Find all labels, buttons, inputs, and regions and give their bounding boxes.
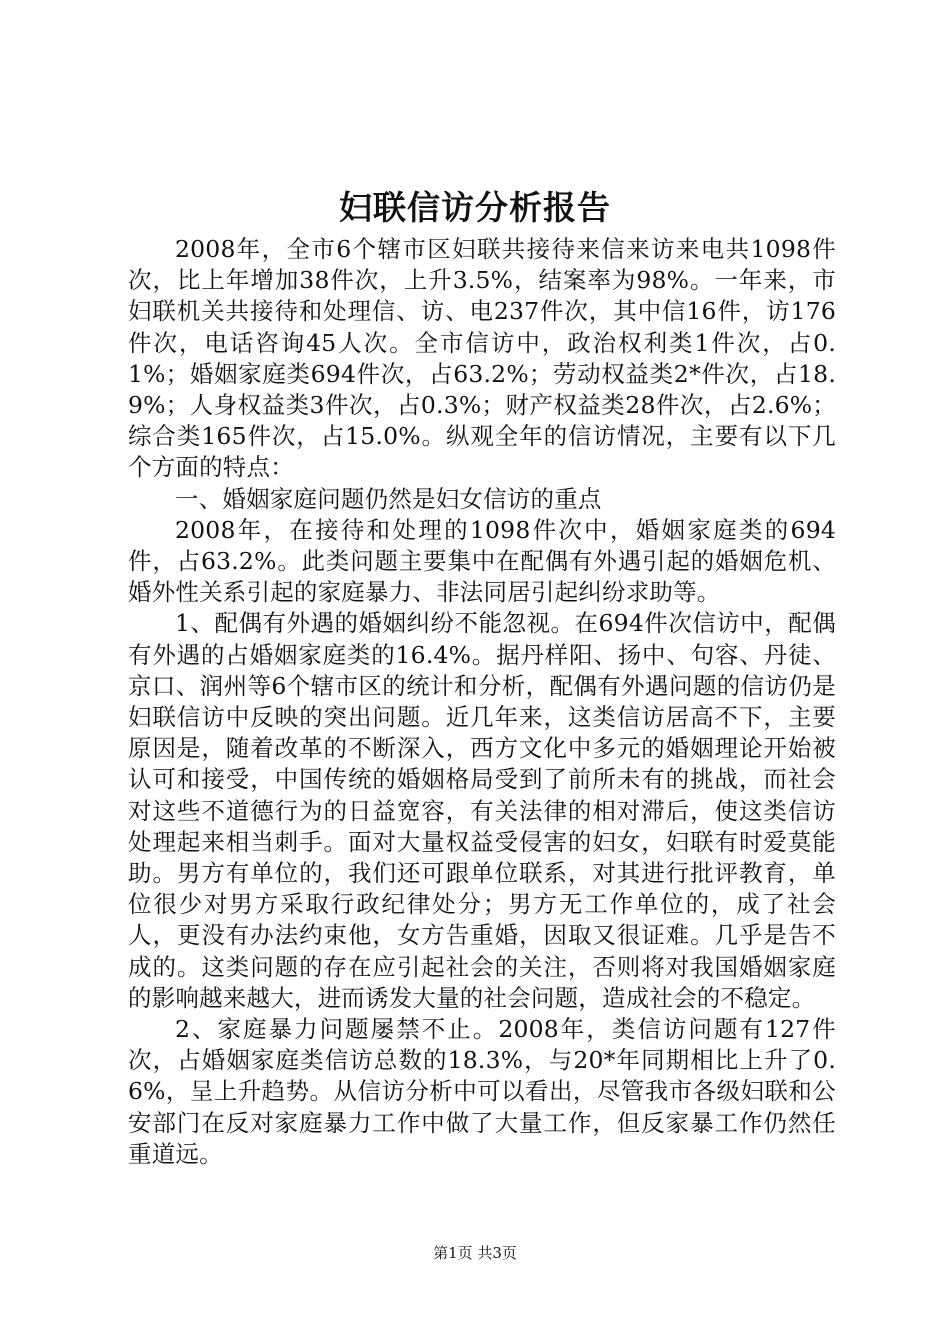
paragraph-summary: 2008年，全市6个辖市区妇联共接待来信来访来电共1098件次，比上年增加38件次，上升3.5%，结案率为98%。一年来，市妇联机关共接待和处理信、访、电237件次，其中信16件，访176件次，电话咨询45人次。全市信访中，政治权利类1件次，占0.1%；婚姻家庭类694件次，占63.2%；劳动权益类2*件次，占18.9%；人身权益类3件次，占0.3%；财产权益类28件次，占2.6%；综合类165件次，占15.0%。纵观全年的信访情况，主要有以下几个方面的特点：: [128, 235, 836, 482]
paragraph-extramarital-affairs: 1、配偶有外遇的婚姻纠纷不能忽视。在694件次信访中，配偶有外遇的占婚姻家庭类的16.4%。据丹样阳、扬中、句容、丹徒、京口、润州等6个辖市区的统计和分析，配偶有外遇问题的信访仍是妇联信访中反映的突出问题。近几年来，这类信访居高不下，主要原因是，随着改革的不断深入，西方文化中多元的婚姻理论开始被认可和接受，中国传统的婚姻格局受到了前所未有的挑战，而社会对这些不道德行为的日益宽容，有关法律的相对滞后，使这类信访处理起来相当刺手。面对大量权益受侵害的妇女，妇联有时爱莫能助。男方有单位的，我们还可跟单位联系，对其进行批评教育，单位很少对男方采取行政纪律处分；男方无工作单位的，成了社会人，更没有办法约束他，女方告重婚，因取又很证难。几乎是告不成的。这类问题的存在应引起社会的关注，否则将对我国婚姻家庭的影响越来越大，进而诱发大量的社会问题，造成社会的不稳定。: [128, 609, 836, 1012]
paragraph-domestic-violence: 2、家庭暴力问题屡禁不止。2008年，类信访问题有127件次，占婚姻家庭类信访总数的18.3%，与20*年同期相比上升了0.6%，呈上升趋势。从信访分析中可以看出，尽管我市各级妇联和公安部门在反对家庭暴力工作中做了大量工作，但反家暴工作仍然任重道远。: [128, 1015, 836, 1168]
document-body: [128, 234, 836, 1170]
section-heading-1: 一、婚姻家庭问题仍然是妇女信访的重点: [175, 484, 602, 513]
document-title: 妇联信访分析报告: [339, 188, 611, 227]
paragraph-marriage-overview: 2008年，在接待和处理的1098件次中，婚姻家庭类的694件，占63.2%。此类问题主要集中在配偶有外遇引起的婚姻危机、婚外性关系引起的家庭暴力、非法同居引起纠纷求助等。: [128, 515, 836, 607]
page-footer: 第1页 共3页: [433, 1244, 517, 1262]
